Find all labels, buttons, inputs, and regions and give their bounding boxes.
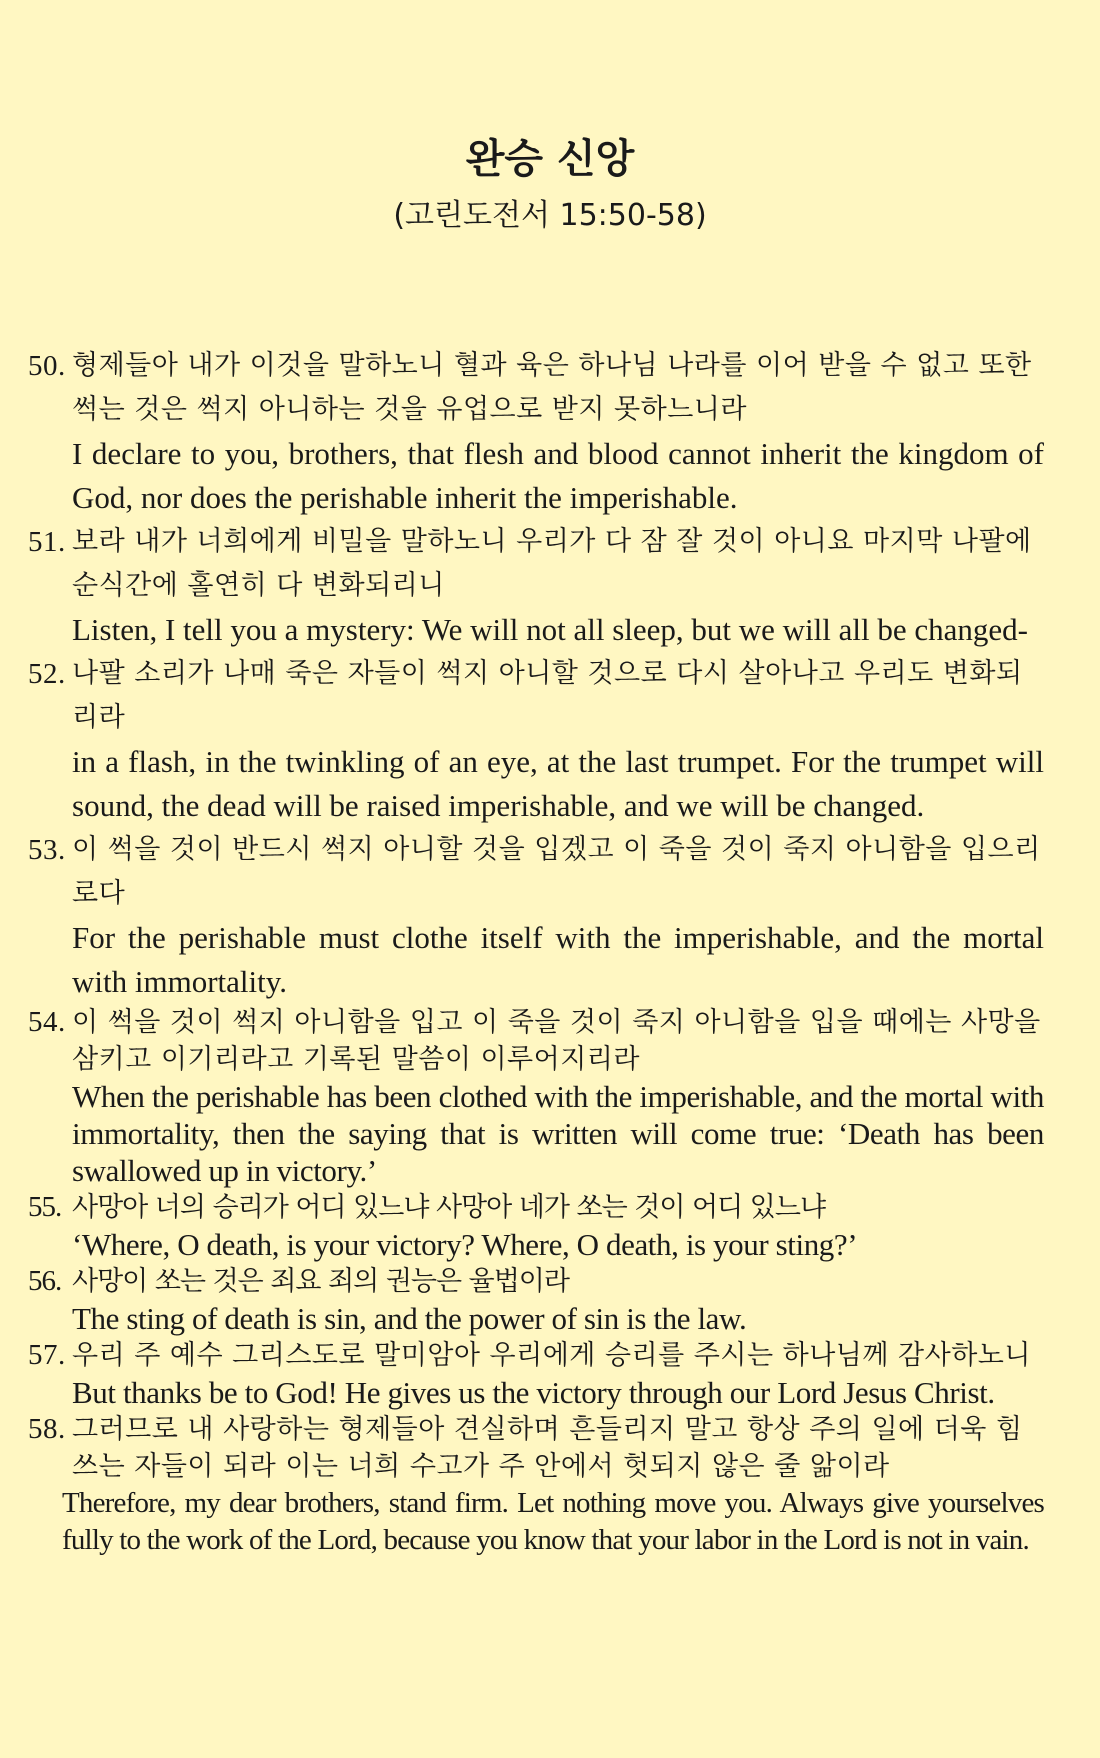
verse-50 bbox=[28, 344, 1044, 520]
verse-english: in a flash, in the twinkling of an eye, at the last trumpet. For the trumpet will sound, the dead will be raised imperishable, and we will be changed. bbox=[72, 744, 1044, 823]
verse-53 bbox=[28, 828, 1044, 1004]
verse-korean bbox=[28, 652, 1044, 740]
verse-english: Therefore, my dear brothers, stand firm. Let nothing move you. Always give yourselves fully to the work of the Lord, because you know that your labor in the Lord is not in vain. bbox=[62, 1487, 1044, 1556]
verse-korean bbox=[28, 828, 1044, 916]
verse-korean bbox=[28, 344, 1044, 432]
verse-number: 53. bbox=[28, 834, 66, 866]
verse-52 bbox=[28, 652, 1044, 828]
verse-english: The sting of death is sin, and the power of sin is the law. bbox=[72, 1301, 747, 1336]
verse-number: 51. bbox=[28, 526, 66, 558]
verse-english: When the perishable has been clothed with the imperishable, and the mortal with immortality, then the saying that is written will come true: ‘Death has been swallowed up in victory.’ bbox=[72, 1079, 1044, 1188]
verse-korean bbox=[28, 1189, 1044, 1226]
verse-english: I declare to you, brothers, that flesh and blood cannot inherit the kingdom of God, nor does the perishable inherit the imperishable. bbox=[72, 436, 1044, 515]
verse-55 bbox=[28, 1189, 1044, 1263]
verse-number: 55. bbox=[28, 1191, 62, 1223]
verse-english: For the perishable must clothe itself with the imperishable, and the mortal with immortality. bbox=[72, 920, 1044, 999]
verse-number: 52. bbox=[28, 658, 66, 690]
verse-56 bbox=[28, 1263, 1044, 1337]
page-title: 완승 신앙 bbox=[465, 136, 635, 182]
verse-english: But thanks be to God! He gives us the victory through our Lord Jesus Christ. bbox=[72, 1375, 995, 1410]
verse-58 bbox=[28, 1411, 1044, 1559]
verse-number: 54. bbox=[28, 1006, 66, 1038]
verse-number: 56. bbox=[28, 1265, 62, 1297]
verse-korean-text: 보라 내가 너희에게 비밀을 말하노니 우리가 다 잠 잘 것이 아니요 마지막 나팔에 순식간에 홀연히 다 변화되리니 bbox=[72, 526, 1032, 601]
verse-korean-text: 사망아 너의 승리가 어디 있느냐 사망아 네가 쏘는 것이 어디 있느냐 bbox=[72, 1192, 826, 1223]
verse-number: 58. bbox=[28, 1413, 66, 1445]
verse-korean bbox=[28, 1337, 1044, 1374]
verse-english: Listen, I tell you a mystery: We will not all sleep, but we will all be changed- bbox=[72, 612, 1028, 647]
verse-korean-text: 형제들아 내가 이것을 말하노니 혈과 육은 하나님 나라를 이어 받을 수 없고 또한 썩는 것은 썩지 아니하는 것을 유업으로 받지 못하느니라 bbox=[72, 350, 1032, 425]
verse-54 bbox=[28, 1004, 1044, 1189]
verse-korean-text: 사망이 쏘는 것은 죄요 죄의 권능은 율법이라 bbox=[72, 1266, 569, 1297]
verse-list bbox=[28, 344, 1044, 1559]
verse-english: ‘Where, O death, is your victory? Where, O death, is your sting?’ bbox=[72, 1227, 858, 1262]
scripture-reference: (고린도전서 15:50-58) bbox=[393, 198, 707, 233]
verse-57 bbox=[28, 1337, 1044, 1411]
verse-korean bbox=[28, 1263, 1044, 1300]
verse-number: 50. bbox=[28, 350, 66, 382]
verse-korean bbox=[28, 1004, 1044, 1078]
verse-korean-text: 나팔 소리가 나매 죽은 자들이 썩지 아니할 것으로 다시 살아나고 우리도 변화되리라 bbox=[72, 658, 1023, 733]
verse-korean bbox=[28, 520, 1044, 608]
verse-korean bbox=[28, 1411, 1044, 1485]
verse-korean-text: 우리 주 예수 그리스도로 말미암아 우리에게 승리를 주시는 하나님께 감사하노니 bbox=[72, 1340, 1031, 1371]
verse-51 bbox=[28, 520, 1044, 652]
verse-korean-text: 그러므로 내 사랑하는 형제들아 견실하며 흔들리지 말고 항상 주의 일에 더욱 힘쓰는 자들이 되라 이는 너희 수고가 주 안에서 헛되지 않은 줄 앎이라 bbox=[72, 1414, 1023, 1482]
verse-korean-text: 이 썩을 것이 반드시 썩지 아니할 것을 입겠고 이 죽을 것이 죽지 아니함을 입으리로다 bbox=[72, 834, 1041, 909]
verse-korean-text: 이 썩을 것이 썩지 아니함을 입고 이 죽을 것이 죽지 아니함을 입을 때에는 사망을 삼키고 이기리라고 기록된 말씀이 이루어지리라 bbox=[72, 1007, 1041, 1075]
verse-number: 57. bbox=[28, 1339, 66, 1371]
